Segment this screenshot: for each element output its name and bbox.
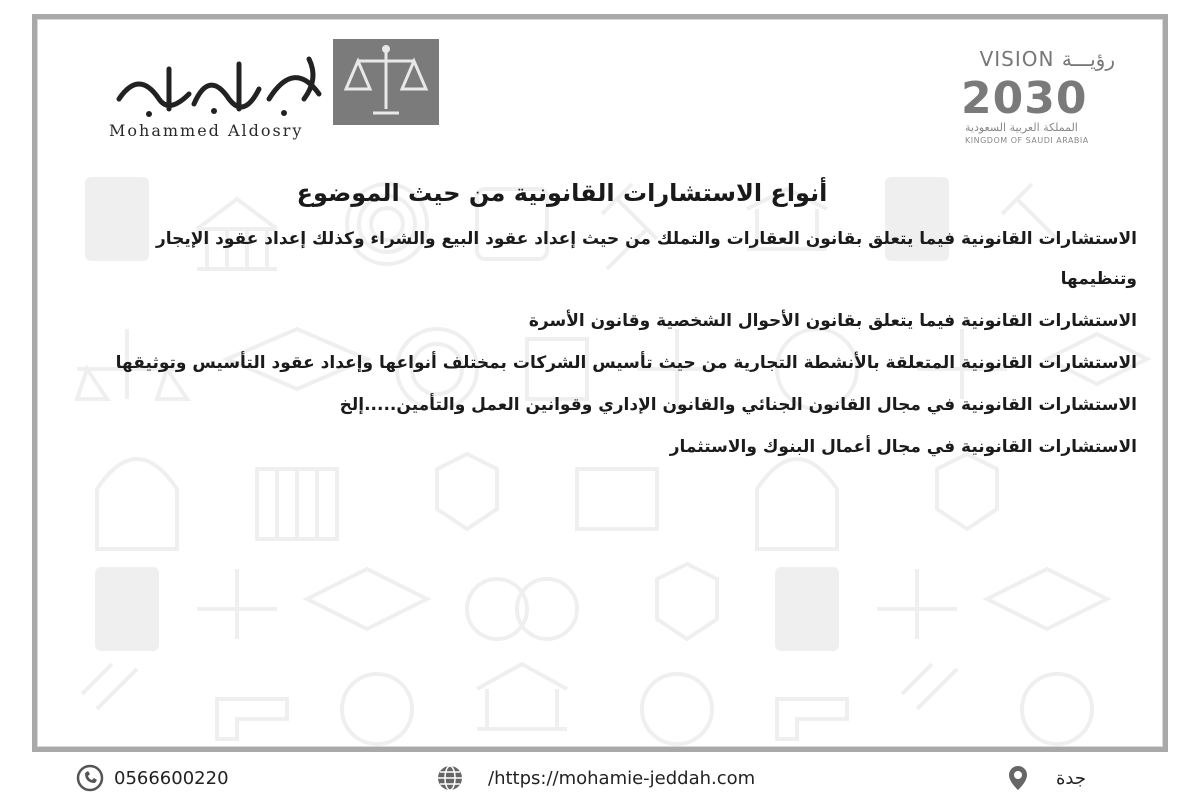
- law-book-icon-3: [97, 569, 157, 649]
- graduation-cap-icon-3: [307, 569, 427, 629]
- list-item-text: الاستشارات القانونية المتعلقة بالأنشطة التجارية من حيث تأسيس الشركات بمختلف أنواعها وإعداد عقود التأسيس وتوثيقها: [115, 353, 1137, 373]
- vision-word: VISION رؤيـــة: [979, 47, 1115, 71]
- website-url: /https://mohamie-jeddah.com: [488, 767, 756, 789]
- vision-country-en: KINGDOM OF SAUDI ARABIA: [965, 136, 1089, 145]
- vision-country-ar: المملكة العربية السعودية: [965, 121, 1078, 134]
- list-item-text: الاستشارات القانونية فيما يتعلق بقانون الأحوال الشخصية وقانون الأسرة: [528, 311, 1137, 331]
- footer: [0, 756, 1200, 800]
- footer-website[interactable]: [436, 764, 755, 792]
- list-item-text: الاستشارات القانونية فيما يتعلق بقانون العقارات والتملك من حيث إعداد عقود البيع والشراء وكذلك إعداد عقود الإيجار وتنظيمها: [155, 229, 1137, 289]
- list-item: [107, 385, 1137, 425]
- vision-2030-logo: [943, 41, 1123, 149]
- gavel-icon-3: [82, 664, 137, 709]
- fingerprint-icon-6: [1022, 674, 1092, 744]
- scales-icon-bg-5: [877, 569, 957, 639]
- calligraphy-logo-image: [109, 49, 334, 119]
- phone-number: 0566600220: [114, 767, 229, 789]
- scales-icon: [333, 39, 439, 125]
- pistol-icon-2: [777, 699, 847, 739]
- graduation-cap-icon-4: [987, 569, 1107, 629]
- location-pin-icon: [1004, 764, 1032, 792]
- footer-location: [1004, 764, 1086, 792]
- list-item: [107, 219, 1137, 299]
- pistol-icon: [217, 699, 287, 739]
- list-item-text: الاستشارات القانونية في مجال أعمال البنوك والاستثمار: [669, 437, 1137, 457]
- whatsapp-icon: [76, 764, 104, 792]
- brand-latin-name: Mohammed Aldosry: [109, 121, 304, 140]
- scales-logo-box: [333, 39, 439, 125]
- globe-icon: [436, 764, 464, 792]
- scales-icon-bg-4: [197, 569, 277, 639]
- law-book-icon-4: [777, 569, 837, 649]
- gavel-icon-4: [902, 664, 957, 709]
- judge-icon-2: [757, 459, 837, 549]
- fingerprint-icon-5: [642, 674, 712, 744]
- list-item: [107, 343, 1137, 383]
- judge-icon: [97, 459, 177, 549]
- page-frame: [32, 14, 1168, 752]
- list-item: [107, 427, 1137, 467]
- topics-list: [107, 219, 1137, 467]
- footer-phone[interactable]: [76, 764, 229, 792]
- briefcase-icon-2: [577, 469, 657, 529]
- courthouse-icon-3: [477, 664, 567, 729]
- main-content: [107, 179, 1137, 469]
- page-title: أنواع الاستشارات القانونية من حيث الموضوع: [296, 179, 828, 207]
- list-item-text: الاستشارات القانونية في مجال القانون الجنائي والقانون الإداري وقوانين العمل والتأمين.....إلخ: [339, 395, 1137, 415]
- city-name: جدة: [1056, 767, 1087, 789]
- list-item: [107, 301, 1137, 341]
- brand-logo: [77, 39, 447, 144]
- vision-year: 2030: [961, 73, 1088, 124]
- police-badge-icon-3: [657, 564, 717, 639]
- fingerprint-icon-4: [342, 674, 412, 744]
